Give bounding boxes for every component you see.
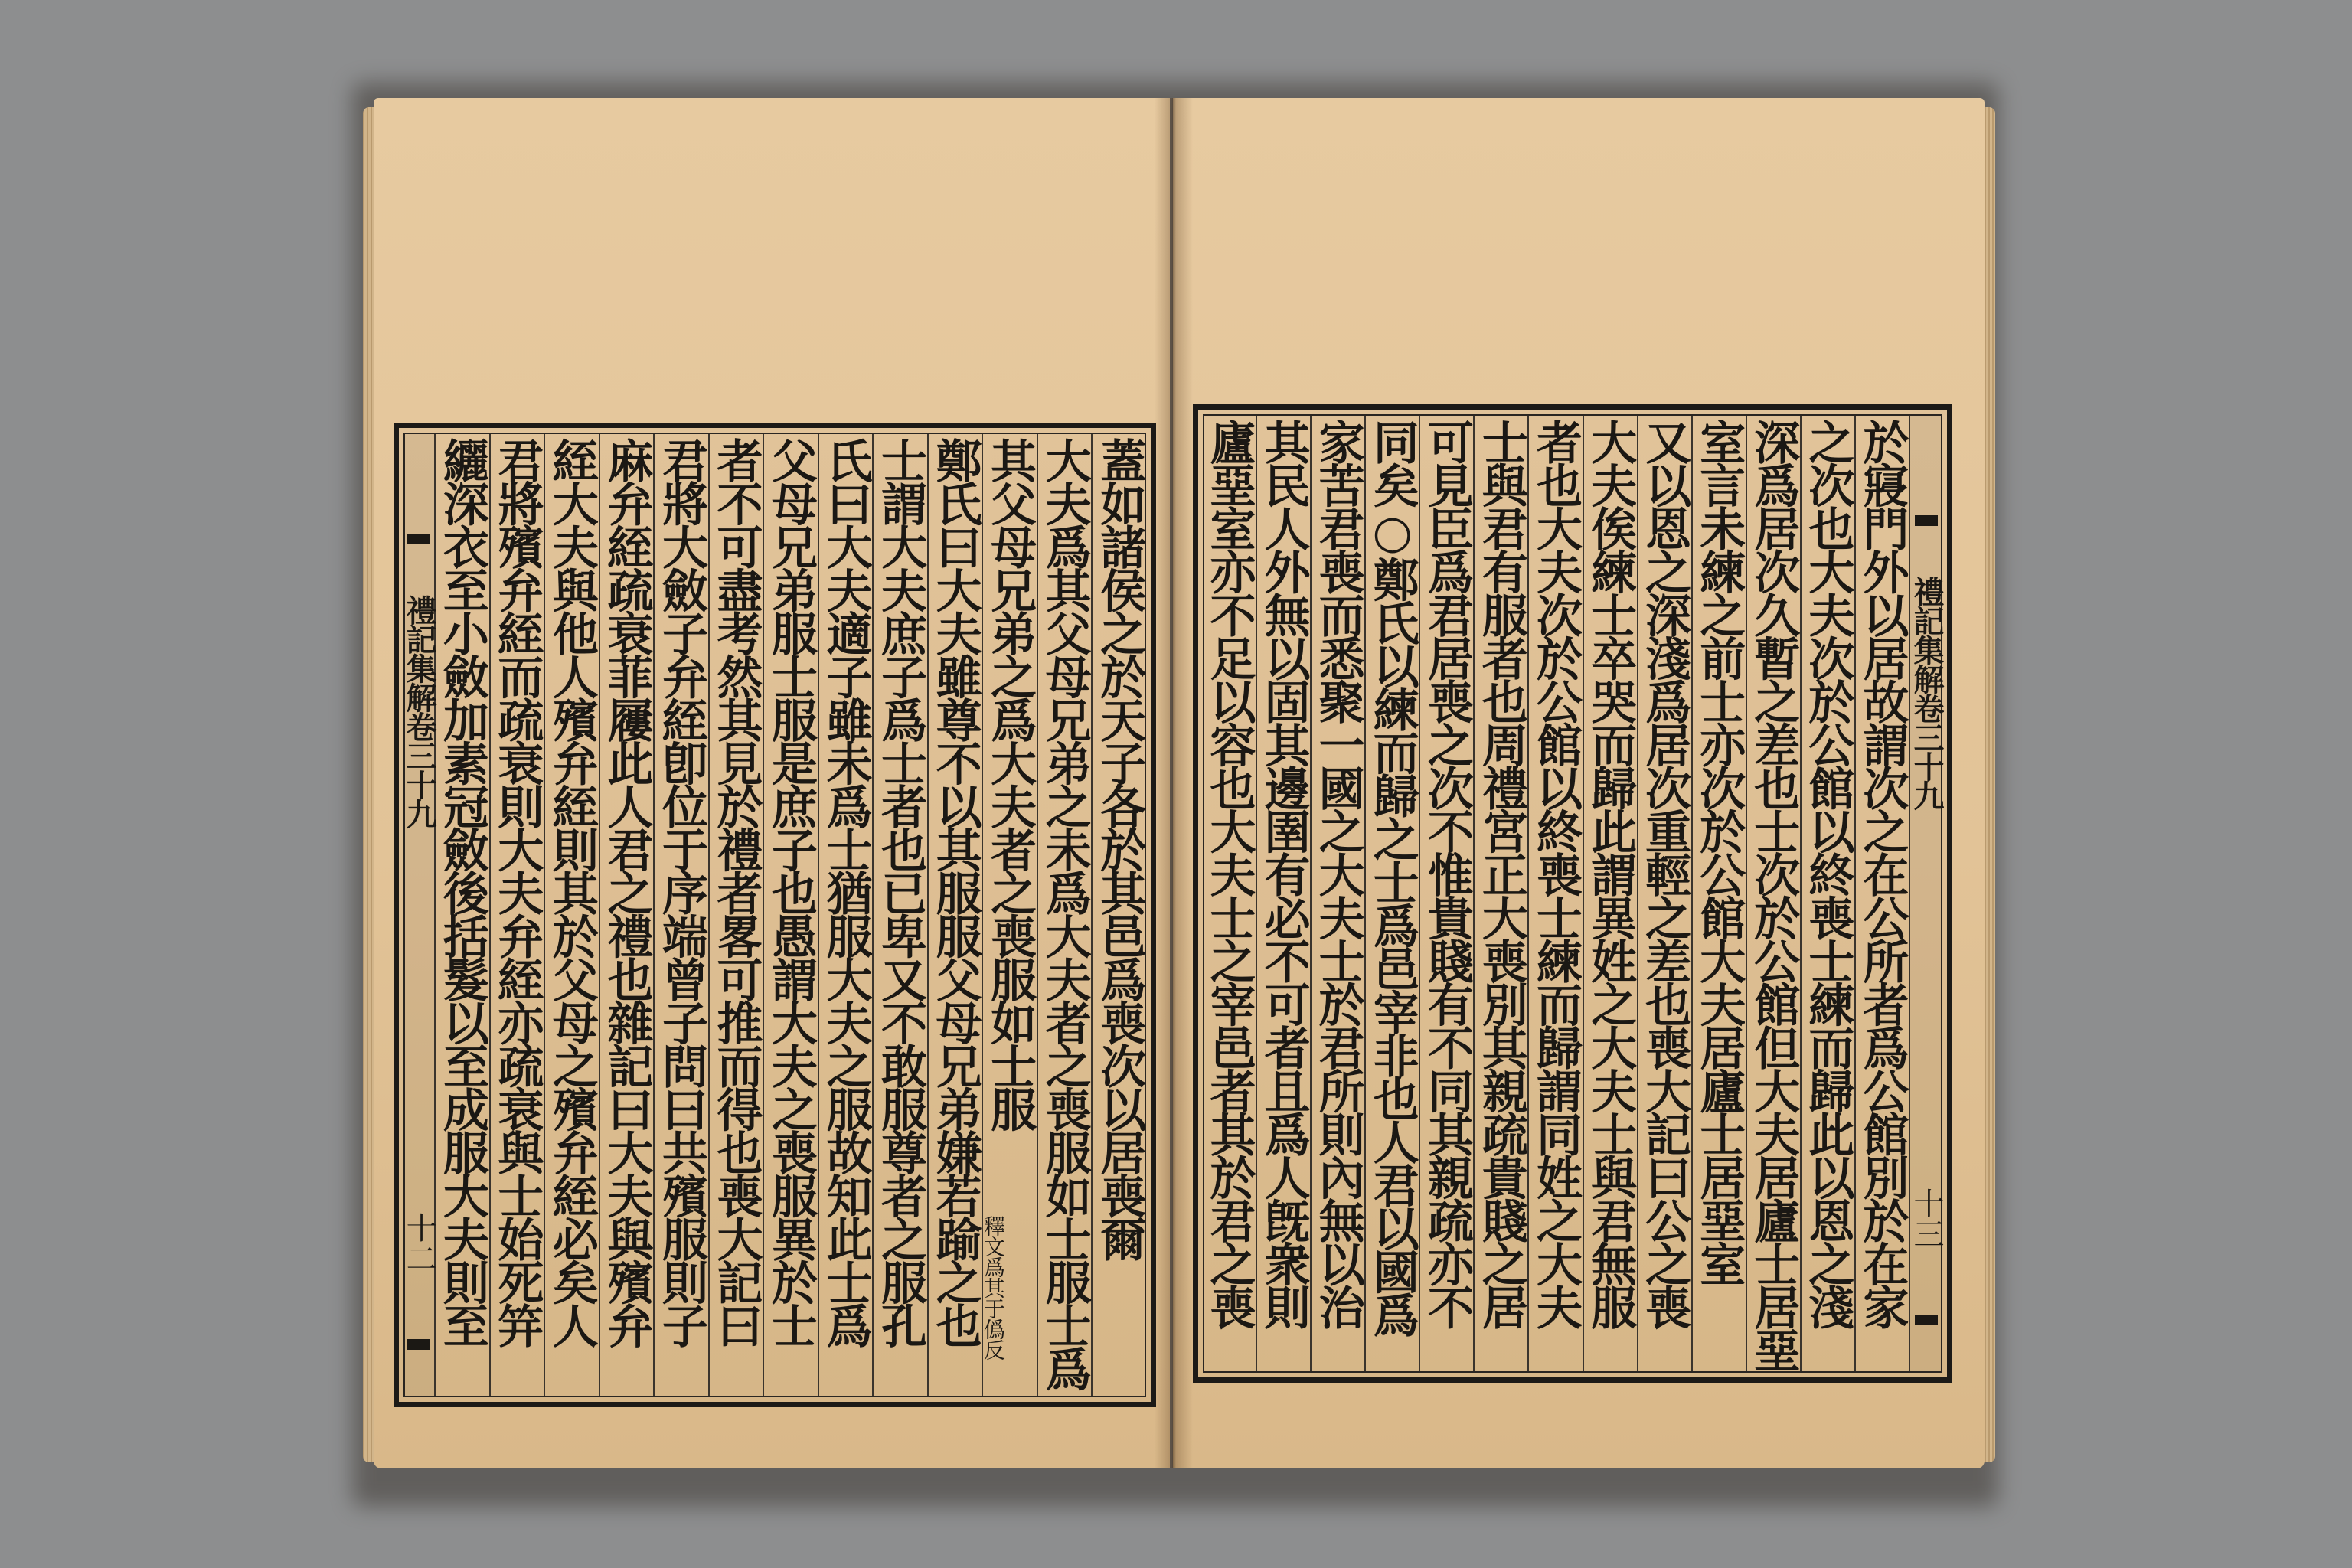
column-text: 絰大夫與他人殯弁絰則其於父母之殯弁絰必矣人 (544, 437, 599, 1346)
text-column (980, 434, 1038, 1396)
fishtail-mark (1915, 1315, 1938, 1325)
column-text: 君將殯弁絰而疏衰則大夫弁絰亦疏衰與士始死笄 (490, 437, 544, 1346)
column-text: 可見臣爲君居喪之次不惟貴賤有不同其親疏亦不 (1419, 419, 1474, 1328)
fishtail-mark (1915, 515, 1938, 526)
text-column (1038, 434, 1093, 1396)
column-text: 同矣○鄭氏以練而歸之士爲邑宰非也人君以國爲 (1365, 419, 1419, 1335)
book-gutter (1155, 98, 1193, 1468)
column-text: 其父母兄弟之爲大夫者之喪服如士服 (983, 437, 1037, 1129)
text-column (1203, 416, 1257, 1371)
right-text-frame (1193, 404, 1952, 1383)
right-text-columns (1202, 416, 1945, 1371)
text-column (600, 434, 655, 1396)
column-text: 君將大斂子弁絰卽位于序端曾子問曰共殯服則子 (654, 437, 708, 1346)
column-text: 大夫爲其父母兄弟之未爲大夫者之喪服如士服士爲 (1037, 437, 1092, 1389)
fold-centre-column (403, 434, 436, 1396)
column-text: 廬堊室亦不足以容也大夫士之宰邑者其於君之喪 (1202, 419, 1256, 1328)
left-text-columns (403, 434, 1146, 1396)
text-column (1257, 416, 1312, 1371)
column-text: 家苦君喪而悉聚一國之大夫士於君所則內無以治 (1311, 419, 1365, 1328)
leaf-number: 十三 (1909, 1187, 1944, 1249)
column-text: 蓋如諸侯之於天子各於其邑爲喪次以居喪爾 (1093, 437, 1147, 1259)
text-column (655, 434, 710, 1396)
text-column (1747, 416, 1802, 1371)
column-text: 纚深衣至小斂加素冠斂後括髮以至成服大夫則至 (435, 437, 489, 1346)
text-column (1638, 416, 1693, 1371)
text-column (1420, 416, 1475, 1371)
fishtail-mark (407, 1339, 430, 1350)
text-column (1693, 416, 1747, 1371)
text-column (1475, 416, 1529, 1371)
column-text: 者也大夫次於公館以終喪士練而歸謂同姓之大夫 (1528, 419, 1583, 1328)
text-column (1093, 434, 1146, 1396)
column-text: 士謂大夫庶子爲士者也已卑又不敢服尊者之服孔 (874, 437, 928, 1346)
column-text: 氏曰大夫適子雖未爲士猶服大夫之服故知此士爲 (818, 437, 873, 1346)
column-text: 大夫俟練士卒哭而歸此謂異姓之大夫士與君無服 (1583, 419, 1638, 1328)
column-text: 父母兄弟服士服是庶子也愚謂大夫之喪服異於士 (764, 437, 818, 1346)
text-column (710, 434, 765, 1396)
text-column (491, 434, 546, 1396)
column-text: 室言未練之前士亦次於公館大夫居廬士居堊室 (1692, 419, 1746, 1284)
column-text: 士與君有服者也周禮宮正大喪別其親疏貴賤之居 (1474, 419, 1528, 1328)
column-text: 深爲居次久暫之差也士次於公館但大夫居廬士居堊 (1746, 419, 1801, 1370)
column-text: 又以恩之深淺爲居次重輕之差也喪大記曰公之喪 (1638, 419, 1692, 1328)
volume-title: 禮記集解卷三十九 (1909, 577, 1945, 809)
text-column (1529, 416, 1583, 1371)
volume-title: 禮記集解卷三十九 (401, 595, 438, 828)
text-column (764, 434, 819, 1396)
text-column (1856, 416, 1910, 1371)
text-column (1584, 416, 1638, 1371)
column-text: 之次也大夫次於公館以終喪士練而歸此以恩之淺 (1801, 419, 1855, 1328)
leaf-number: 十二 (401, 1212, 437, 1273)
column-text: 者不可盡考然其見於禮者畧可推而得也喪大記曰 (709, 437, 763, 1346)
text-column (436, 434, 491, 1396)
fishtail-mark (407, 534, 430, 544)
column-text: 於寢門外以居故謂次之在公所者爲公館別於在家 (1855, 419, 1909, 1328)
text-column (545, 434, 600, 1396)
text-column (1312, 416, 1366, 1371)
text-column (819, 434, 874, 1396)
left-text-frame (394, 423, 1156, 1407)
interlinear-note: 釋文爲其于僞反 (980, 1215, 1006, 1360)
text-column (1802, 416, 1856, 1371)
text-column (874, 434, 929, 1396)
fold-centre-column (1909, 416, 1945, 1371)
column-text: 其民人外無以固其邊圉有必不可者且爲人旣衆則 (1256, 419, 1311, 1328)
text-column (929, 434, 984, 1396)
text-column (1366, 416, 1420, 1371)
column-text: 鄭氏曰大夫雖尊不以其服服父母兄弟嫌若踰之也 (928, 437, 982, 1346)
column-text: 麻弁絰疏衰菲屨此人君之禮也雜記曰大夫與殯弁 (599, 437, 654, 1346)
